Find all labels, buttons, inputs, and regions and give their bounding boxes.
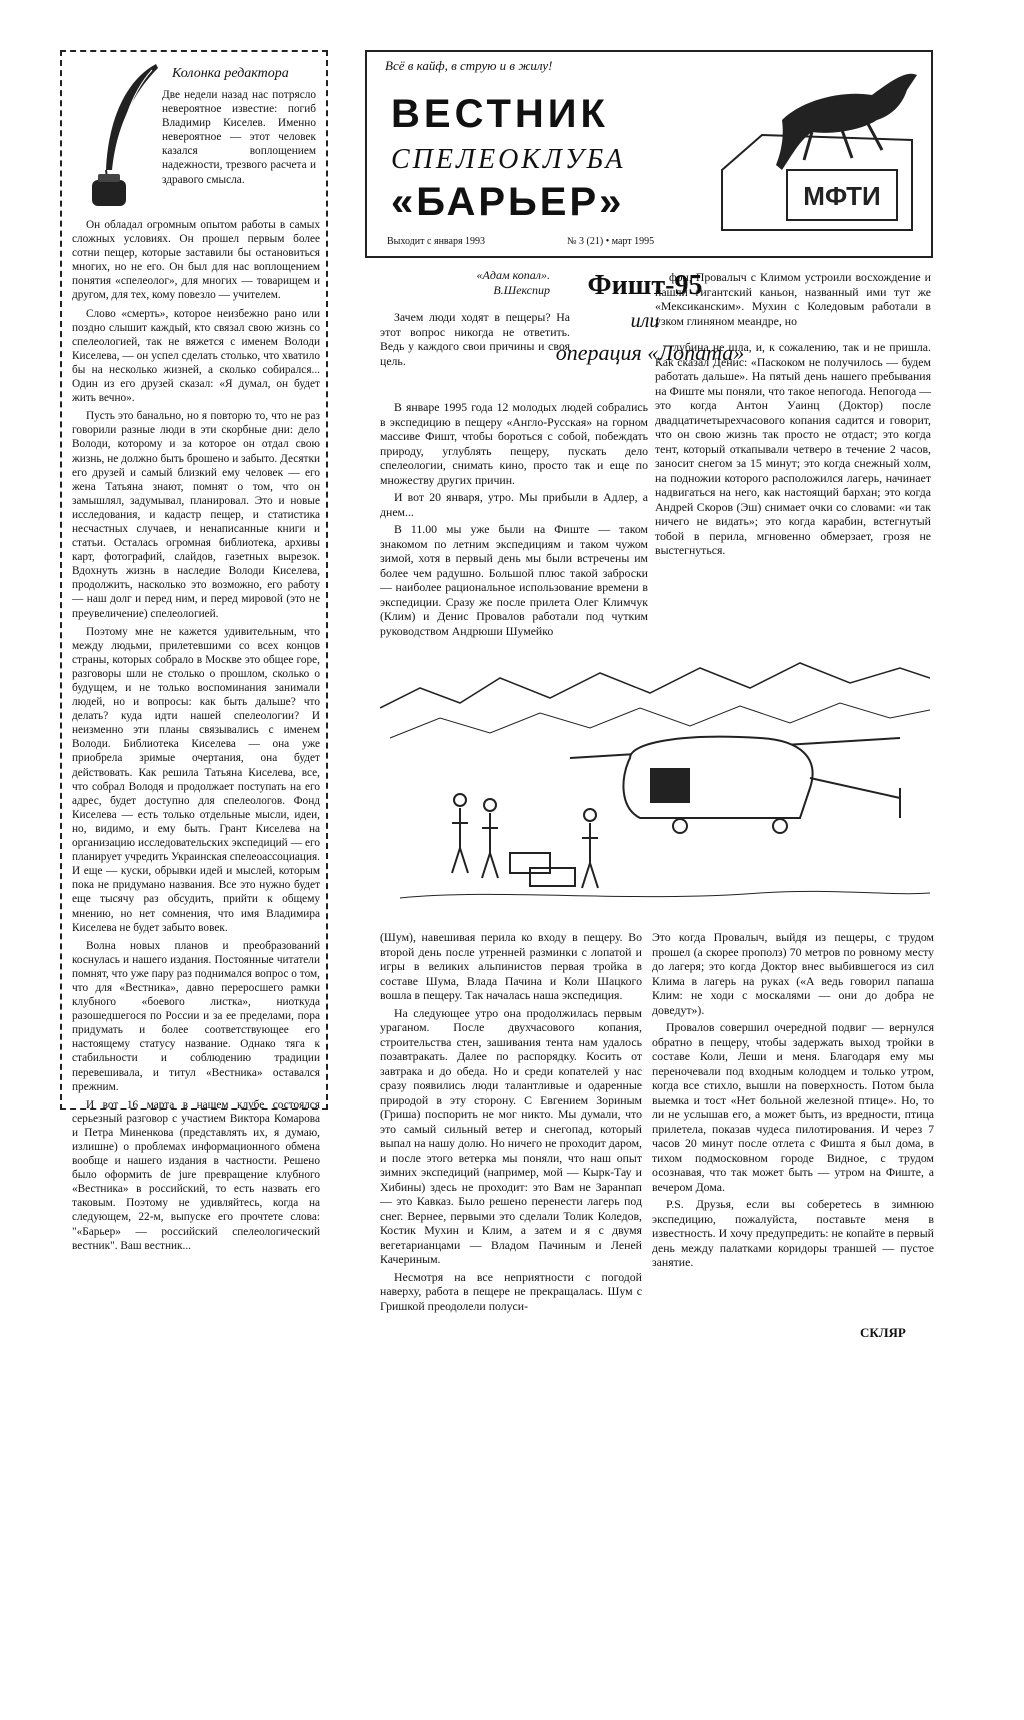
article-paragraph: фон, Провалыч с Климом устроили восхождение и нашли гигантский каньон, названный ими тут же «Мексиканским». Мухин с Коледовым работали в узком глиняном меандре, но xyxy=(655,270,931,328)
article-column-1 xyxy=(380,400,648,641)
title-line-3: «БАРЬЕР» xyxy=(391,180,625,224)
publication-since: Выходит с января 1993 xyxy=(387,236,486,247)
article-paragraph: P.S. Друзья, если вы соберетесь в зимнюю экспедицию, пожалуйста, поставьте меня в известность. И хочу предупредить: не копайте в первый день между палатками коридоры траншей — пустое занятие. xyxy=(652,1197,934,1269)
article-column-2-top xyxy=(655,270,931,331)
article-paragraph: И вот 20 января, утро. Мы прибыли в Адлер, а днем... xyxy=(380,490,648,519)
article-or: или xyxy=(630,310,660,332)
article-paragraph: глубина не шла, и, к сожалению, так и не пришла. Как сказал Денис: «Паскоком не получилось — будем работать дальше». На пятый день нашего пребывания на Фиште мы поняли, что такое непогода. Непогода — это когда Антон Уаинц (Доктор) после двадцатичетырехчасового копания садится и говорит, что он свою жизнь так просто не отдаст; это когда тент, который откапывали четверо в течение 2 часов, заносит снегом за 15 минут; это когда снежный холм, на подножии которого расположился лагерь, начинает надвигаться на него, как настоящий бархан; это когда Андрей Скоров (Эш) снимает очки со словами: «и так ничего не видать»; это когда карабин, встегнутый тобой в перила, мгновенно обмерзает, грозя не выстегнуться. xyxy=(655,340,931,557)
article-paragraph: В январе 1995 года 12 молодых людей собрались в экспедицию в пещеру «Англо-Русская» на горном массиве Фишт, чтобы бороться с собой, побеждать природу, углублять пещеру, пускать дело спелеологии, снимать кино, просто так и еще по множеству других причин. xyxy=(380,400,648,487)
editor-paragraph: Поэтому мне не кажется удивительным, что между людьми, прилетевшими со всех концов страны, которых собрало в Москве это общее горе, разговоры шли не столько о прошлом, сколько о будущем, и не только воспоминания занимали людей, но и вопросы: как быть дальше? что делать? куда идти нашей спелеологии? И неизменно эти планы связывались с именем Володи. Библиотека Киселева — она уже приобрела зримые очертания, она будет действовать. Как решила Татьяна Киселева, все, что собрал Володя и продолжает поступать на его адрес, будет доступно для спелеологов. Фонд Киселева — есть только отдельные мысли, идеи, но, видимо, и ему быть. Грант Киселева на организацию исследовательских экспедиций — его планирует учредить Украинская спелеоассоциация. И еще — куски, обрывки идей и мыслей, которым пока не придумано названия. Все это нужно будет еще тысячу раз обсудить, прийти к общему мнению, но нет сомнения, что имя Владимира Киселева не будет забыто вовек. xyxy=(72,625,321,934)
article-paragraph: Это когда Провалыч, выйдя из пещеры, с трудом прошел (а скорее прополз) 70 метров по ровному месту до лагеря; это когда Доктор внес выбившегося из сил Клима в лагерь на руках («А ведь говорил папаша Клим: не ходи с москалями — они до добра не доведут»). xyxy=(652,930,934,1017)
title-line-2: СПЕЛЕОКЛУБА xyxy=(391,144,626,175)
article-title: Фишт-95 xyxy=(587,270,703,301)
editor-column xyxy=(60,50,328,1252)
article-paragraph: В 11.00 мы уже были на Фиште — таком знакомом по летним экспедициям и таком чужом зимой, хотя в первый день мы были встречены им более чем радушно. Большой плюс такой заброски — наиболее рациональное использование времени в экспедиции. Сразу же после прилета Олег Климчук (Клим) и Денис Провалов работали под чутким руководством Андрюши Шумейко xyxy=(380,522,648,638)
quill-inkwell-icon xyxy=(86,60,166,210)
article-paragraph: На следующее утро она продолжилась первым ураганом. После двухчасового копания, строительства стен, зашивания тента нам удалось позавтракать. Далее по распорядку. Косить от завтрака и до обеда. Но и среди копателей у нас сразу появились люди талантливые и одаренные природой в эту сторону. С Евгением Зориным (Гриша) поспорить не мог никто. Мы думали, что это самый сильный ветер и снегопад, который выпал на нашу долю. Но ничего не проходит даром, и после этого ветерка мы поняли, что наш опыт зимних экспедиций (например, мой — Кырк-Тау и Хибины) здесь не проходит: это Вам не Заранпап — это Кавказ. Было решено перенести лагерь под снег. Вернее, первыми это сделали Толик Коледов, Костик Мухин и Клим, а затем и я с двумя вегетарианцами — Владом Пачиным и Леней Качериным. xyxy=(380,1005,642,1266)
logo-text: МФТИ xyxy=(803,181,881,211)
horse-building-logo xyxy=(692,60,927,240)
epigraph xyxy=(430,268,550,298)
editor-column-title: Колонка редактора xyxy=(172,66,289,81)
epigraph-author: В.Шекспир xyxy=(493,283,550,297)
article-paragraph: Несмотря на все неприятности с погодой наверху, работа в пещере не прекращалась. Шум с Гришкой преодолели полуси- xyxy=(380,1269,642,1313)
editor-paragraph: Пусть это банально, но я повторю то, что не раз говорили разные люди в эти скорбные дни: дело Володи, которому и за которое он отдал свою жизнь, не должно быть брошено и забыто. Десятки его друзей и самый близкий ему человек — его жена Татьяна знают, помнят о том, что он замышлял, задумывал, планировал. Это и новые исследования, и кадастр пещер, и статистика несчастных случаев, и ненаписанные книги и статьи. Осталась огромная библиотека, архивы карт, фотографий, слайдов, газетных вырезок. Вдохнуть жизнь в наследие Володи Киселева, продолжить, насколько это возможно, его работу — наш долг и перед ним, и перед мировой (это не преувеличение) спелеологией. xyxy=(72,410,320,620)
editor-paragraph: И вот 16 марта в нашем клубе состоялся серьезный разговор с участием Виктора Комарова и Петра Миненкова (представлять их, я думаю, излишне) о проблемах информационного обмена вообще и нашего издания в частности. Решено было оформить de jure превращение клубного «Вестника» в российский, то есть назвать его таковым. Поэтому не удивляйтесь, когда на следующем, 22-м, выпуске его прочтете слова: "«Барьер» — российский спелеологический вестник". Ваш вестник... xyxy=(72,1098,320,1252)
article-column-3 xyxy=(380,930,642,1316)
author-signature: СКЛЯР xyxy=(860,1325,906,1340)
editor-paragraph: Волна новых планов и преобразований коснулась и нашего издания. Постоянные читатели помнят, что уже пару раз поднимался вопрос о том, что для «Вестника», давно переросшего рамки клубного «боевого листка», ниоткуда разошедшегося по России и за ее пределами, пора придумать и более соответствующее его настоящему статусу название. Однако тяга к стабильности и соблюдению традиции перевешивала, и титул «Вестника» оставался прежним. xyxy=(72,939,320,1093)
article-column-4 xyxy=(652,930,934,1273)
article-paragraph: Провалов совершил очередной подвиг — вернулся обратно в пещеру, чтобы задержать выход тройки в составе Коли, Леши и меня. Благодаря ему мы переночевали под входным колодцем и только утром, когда все стихло, вышли на поверхность. Потом была выемка и тост «Нет больной железной птице». Но, то ли не услышав его, а может быть, из вредности, птица прилетела, показав чудеса пилотирования. И через 7 часов 20 минут после отлета с Фишта я был дома, в тихом подмосковном городе Видное, с трудом осознавая, что так может быть — утром на Фиште, а вечером Дома. xyxy=(652,1020,934,1194)
editor-body xyxy=(72,218,320,1257)
masthead xyxy=(365,50,933,258)
editor-paragraph: Слово «смерть», которое неизбежно рано или поздно слышит каждый, кто связал свою жизнь со спелеологией, так не вяжется с именем Володи Киселева, — он успел сделать столько, что хватило бы на несколько жизней, а сколько собирался... Один из его друзей сказал: «Я думал, он будет жить вечно». xyxy=(72,307,320,405)
issue-number: № 3 (21) • март 1995 xyxy=(567,236,655,247)
editor-paragraph: Он обладал огромным опытом работы в самых сложных условиях. Он прошел первым более сотни пещер, которые заставили бы остановиться многих, но не его. Он был для нас воплощением понятия «спелеолог», для многих — товарищем и другом, для тех, кому повезло — учителем. xyxy=(72,219,320,302)
editor-intro: Две недели назад нас потрясло невероятное известие: погиб Владимир Киселев. Именно невероятное — этот человек казался воплощением надежности, трезвого расчета и здравого смысла. xyxy=(162,89,316,186)
article-column-2 xyxy=(655,340,931,561)
motto: Всё в кайф, в струю и в жилу! xyxy=(385,58,553,73)
helicopter-mountain-illustration xyxy=(380,648,930,923)
article-column-1-top xyxy=(380,310,570,371)
title-line-1: ВЕСТНИК xyxy=(391,92,609,136)
article-subtitle: операция «Лопата» xyxy=(555,340,745,365)
article-paragraph: Зачем люди ходят в пещеры? На этот вопрос никогда не ответить. Ведь у каждого свои причины и своя цель. xyxy=(380,310,570,368)
epigraph-quote: «Адам копал». xyxy=(476,268,550,282)
article-paragraph: (Шум), навешивая перила ко входу в пещеру. Во второй день после утренней разминки с лопатой и игры в великих альпинистов первая тройка в составе Шума, Влада Пачина и Коли Шацкого вошла в пещеру. Так началась наша экспедиция. xyxy=(380,930,642,1002)
